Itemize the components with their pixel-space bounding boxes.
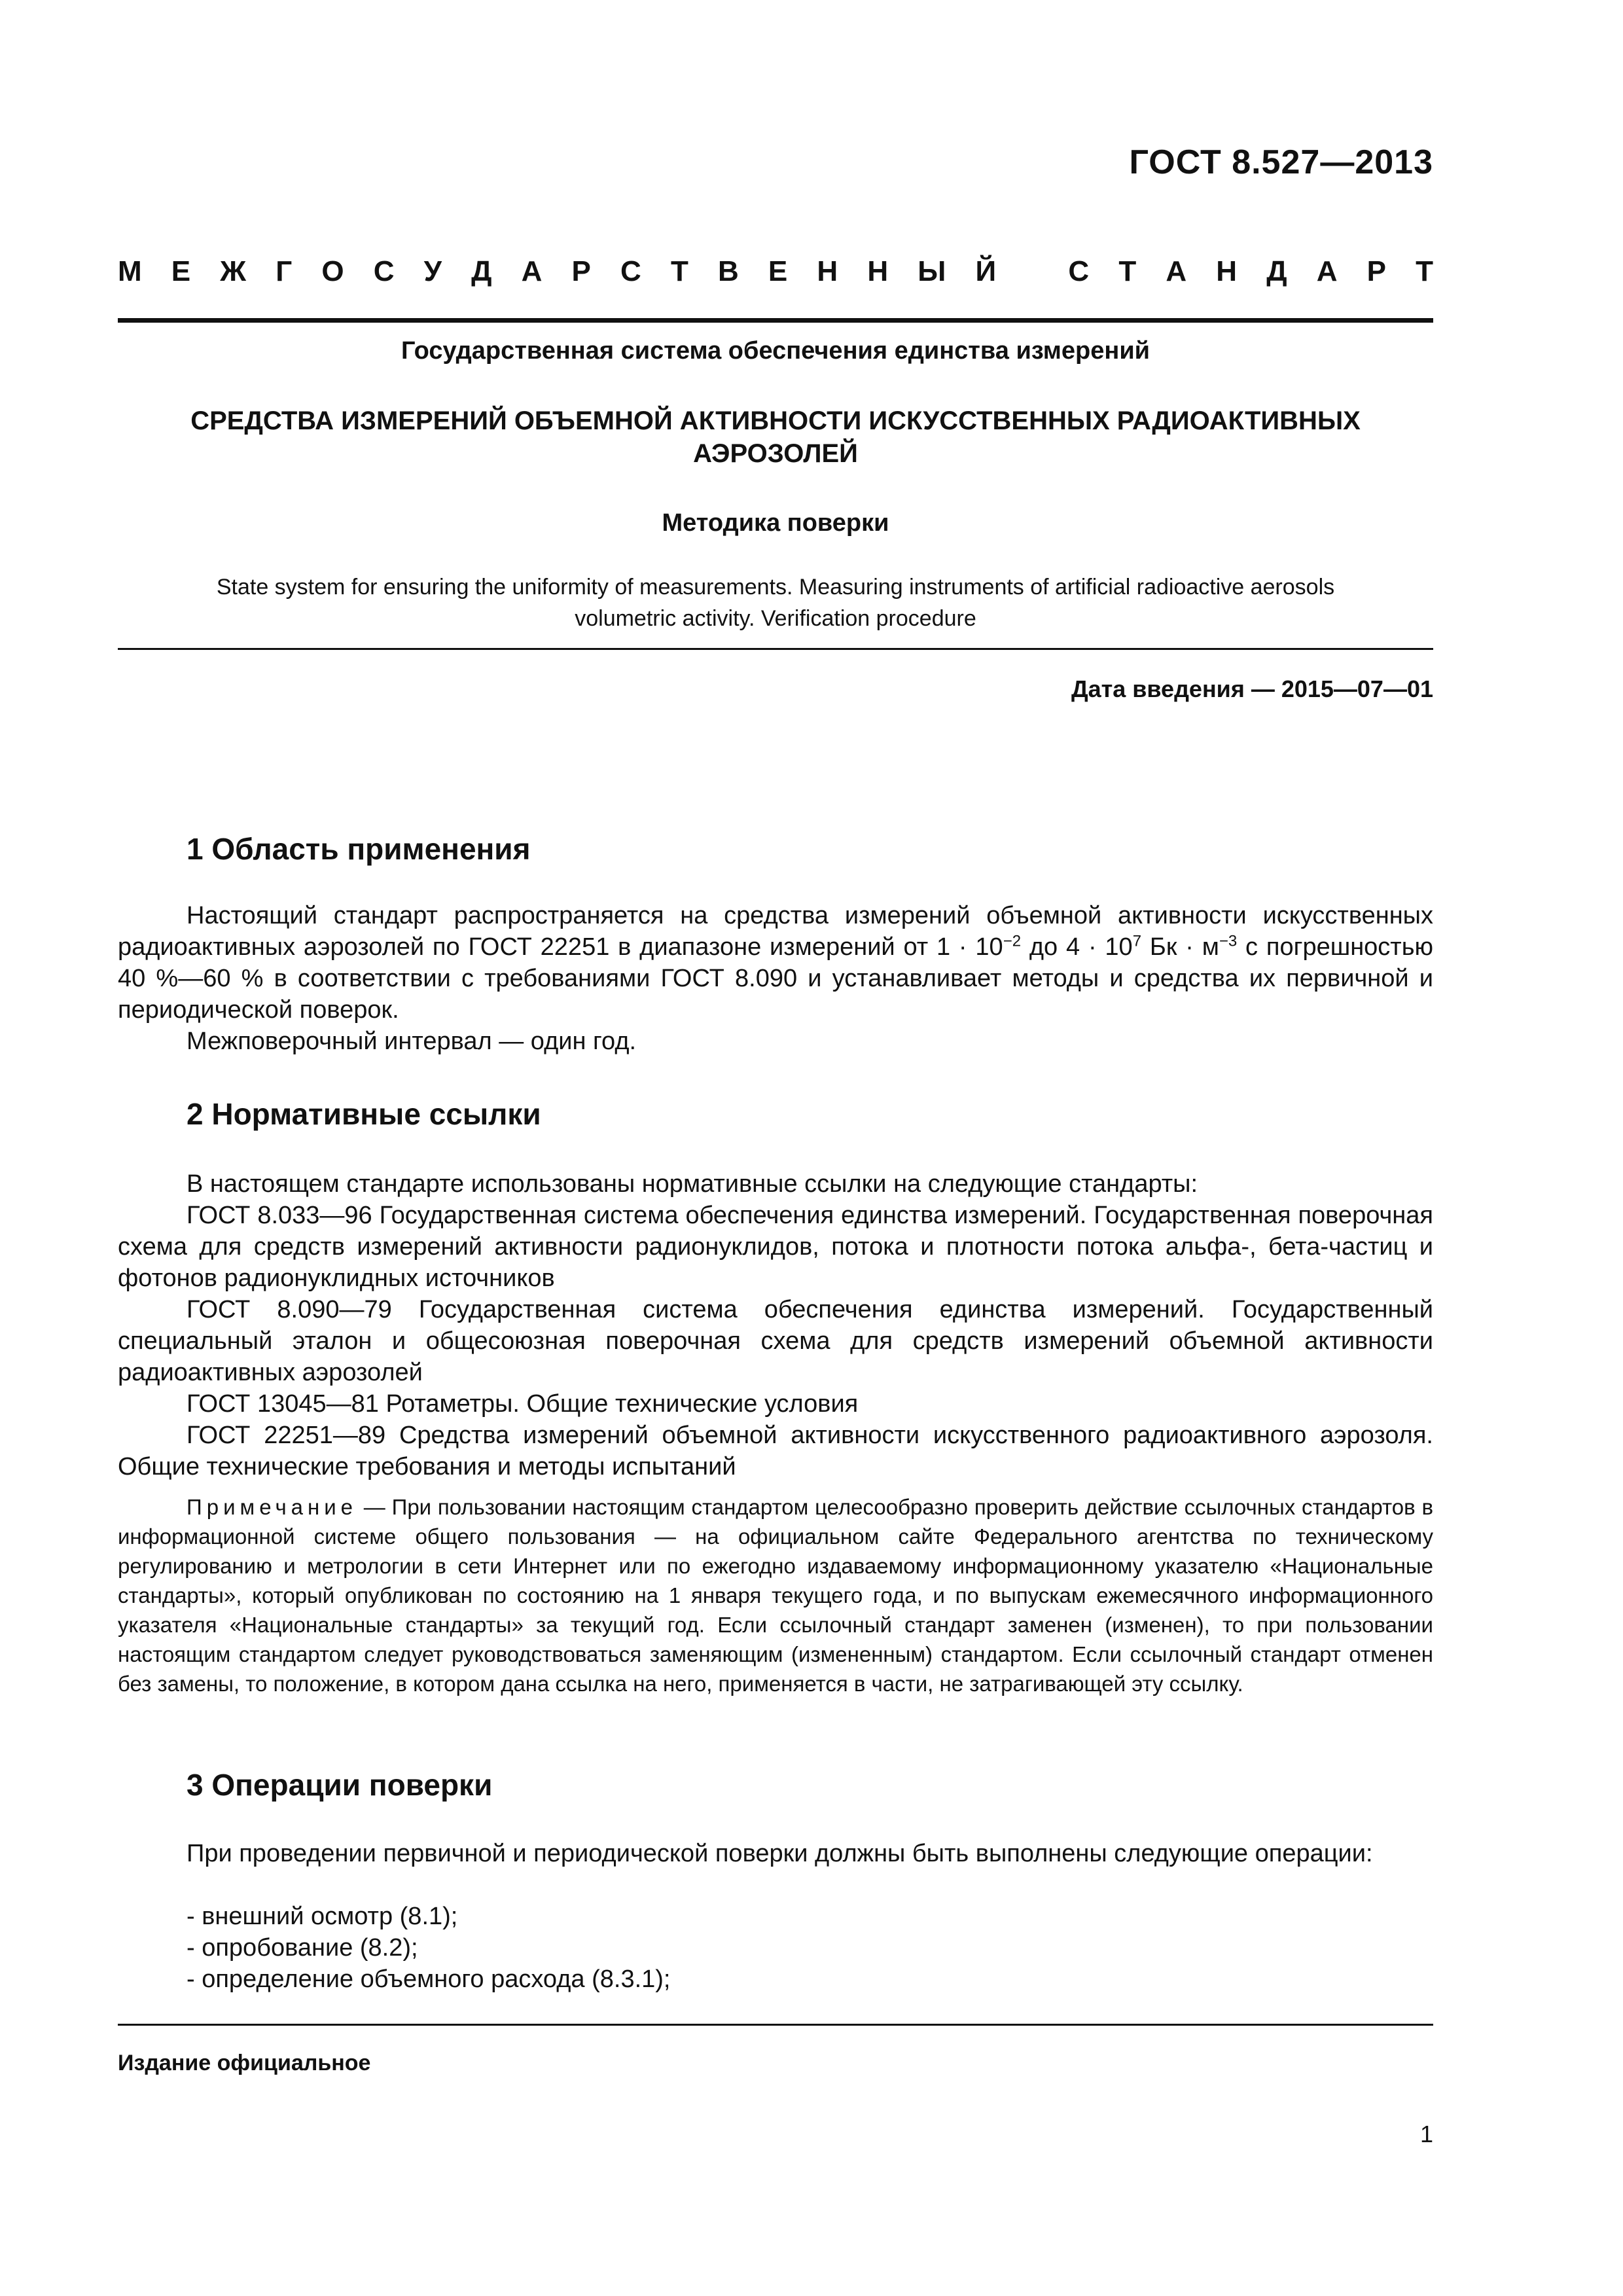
english-title-line-2: volumetric activity. Verification procedure [575, 606, 976, 631]
title-rule [118, 648, 1433, 650]
banner-letter: Д [471, 255, 492, 287]
references-note [118, 1492, 1433, 1698]
interstate-standard-banner [118, 255, 1433, 288]
document-title [118, 404, 1433, 470]
note-text: — При пользовании настоящим стандартом целесообразно проверить действие ссылочных стандартов в информационной системе общего пользования — на официальном сайте Федерального агентства по техническому регулированию и метрологии в сети Интернет или по ежегодно издаваемому информационному указателю «Национальные стандарты», который опубликован по состоянию на 1 января текущего года, и по выпускам ежемесячного информационного указателя «Национальные стандарты» за текущий год. Если ссылочный стандарт заменен (изменен), то при пользовании настоящим стандартом следует руководствоваться заменяющим (измененным) стандартом. Если ссылочный стандарт отменен без замены, то положение, в котором дана ссылка на него, применяется в части, не затрагивающей эту ссылку. [118, 1495, 1433, 1696]
banner-letter: Е [171, 255, 191, 287]
page [118, 0, 1433, 2296]
banner-letter: Н [867, 255, 889, 287]
banner-letter: Й [975, 255, 997, 287]
banner-letter: Р [571, 255, 591, 287]
footer-rule [118, 2024, 1433, 2026]
banner-letter: А [1166, 255, 1187, 287]
document-title-line-2: АЭРОЗОЛЕЙ [693, 439, 858, 468]
reference-gost-22251: ГОСТ 22251—89 Средства измерений объемной активности искусственного радиоактивного аэрозоля. Общие технические требования и методы испытаний [118, 1422, 1433, 1480]
method-subtitle: Методика поверки [662, 509, 889, 537]
note-label: Примечание [187, 1495, 358, 1519]
banner-letter: Е [768, 255, 788, 287]
banner-letter: Ы [918, 255, 946, 287]
section-2-heading: 2 Нормативные ссылки [187, 1097, 541, 1131]
banner-letter: Г [276, 255, 293, 287]
banner-letter: С [373, 255, 395, 287]
official-edition-label: Издание официальное [118, 2051, 371, 2075]
system-title: Государственная система обеспечения единства измерений [401, 337, 1150, 365]
banner-letter: Ж [220, 255, 247, 287]
banner-letter: Т [1416, 255, 1433, 287]
banner-letter: Н [817, 255, 838, 287]
document-code: ГОСТ 8.527—2013 [1129, 143, 1433, 181]
english-title [118, 571, 1433, 634]
banner-letter: В [718, 255, 739, 287]
section-2-intro: В настоящем стандарте использованы нормативные ссылки на следующие стандарты: [187, 1170, 1198, 1198]
banner-letter: С [1068, 255, 1090, 287]
introduction-date: Дата введения — 2015—07—01 [1071, 675, 1433, 702]
reference-gost-8-033: ГОСТ 8.033—96 Государственная система обеспечения единства измерений. Государственная поверочная схема для средств измерений активности радионуклидов, потока и плотности потока альфа-, бета-частиц и фотонов радионуклидных источников [118, 1202, 1433, 1292]
list-item: - внешний осмотр (8.1); [187, 1903, 458, 1930]
list-item: - определение объемного расхода (8.3.1); [187, 1965, 671, 1993]
banner-letter: Д [1266, 255, 1287, 287]
section-1-heading: 1 Область применения [187, 832, 531, 866]
banner-letter: С [620, 255, 641, 287]
section-1-paragraph-2: Межповерочный интервал — один год. [187, 1028, 637, 1055]
banner-letter: Т [1118, 255, 1137, 287]
reference-gost-13045: ГОСТ 13045—81 Ротаметры. Общие технические условия [187, 1390, 859, 1418]
list-item: - опробование (8.2); [187, 1934, 418, 1962]
section-3-intro: При проведении первичной и периодической поверки должны быть выполнены следующие операции: [187, 1840, 1373, 1867]
reference-gost-8-090: ГОСТ 8.090—79 Государственная система обеспечения единства измерений. Государственный специальный эталон и общесоюзная поверочная схема для средств измерений объемной активности радиоактивных аэрозолей [118, 1296, 1433, 1386]
document-title-line-1: СРЕДСТВА ИЗМЕРЕНИЙ ОБЪЕМНОЙ АКТИВНОСТИ ИСКУССТВЕННЫХ РАДИОАКТИВНЫХ [190, 406, 1361, 435]
banner-letter: М [118, 255, 142, 287]
banner-gap [1026, 255, 1039, 288]
banner-letter: Т [670, 255, 688, 287]
banner-letter: Р [1366, 255, 1386, 287]
banner-letter: У [423, 255, 442, 287]
banner-letter: Н [1216, 255, 1238, 287]
header-rule [118, 318, 1433, 323]
banner-letter: А [1316, 255, 1338, 287]
section-1-paragraph-1: Настоящий стандарт распространяется на средства измерений объемной активности искусственных радиоактивных аэрозолей по ГОСТ 22251 в диапазоне измерений от $1 \cdot 10^{-2}$ до $4 \cdot 10^7$ Бк · $м^{-3}$ с погрешностью 40 %—60 % в соответствии с требованиями ГОСТ 8.090 и устанавливает методы и средства их первичной и периодической поверок. [118, 902, 1434, 1024]
banner-letter: А [521, 255, 543, 287]
section-3-heading: 3 Операции поверки [187, 1768, 493, 1802]
page-number: 1 [1419, 2121, 1433, 2147]
english-title-line-1: State system for ensuring the uniformity of measurements. Measuring instruments of artificial radioactive aerosols [216, 575, 1335, 600]
banner-letter: О [321, 255, 344, 287]
